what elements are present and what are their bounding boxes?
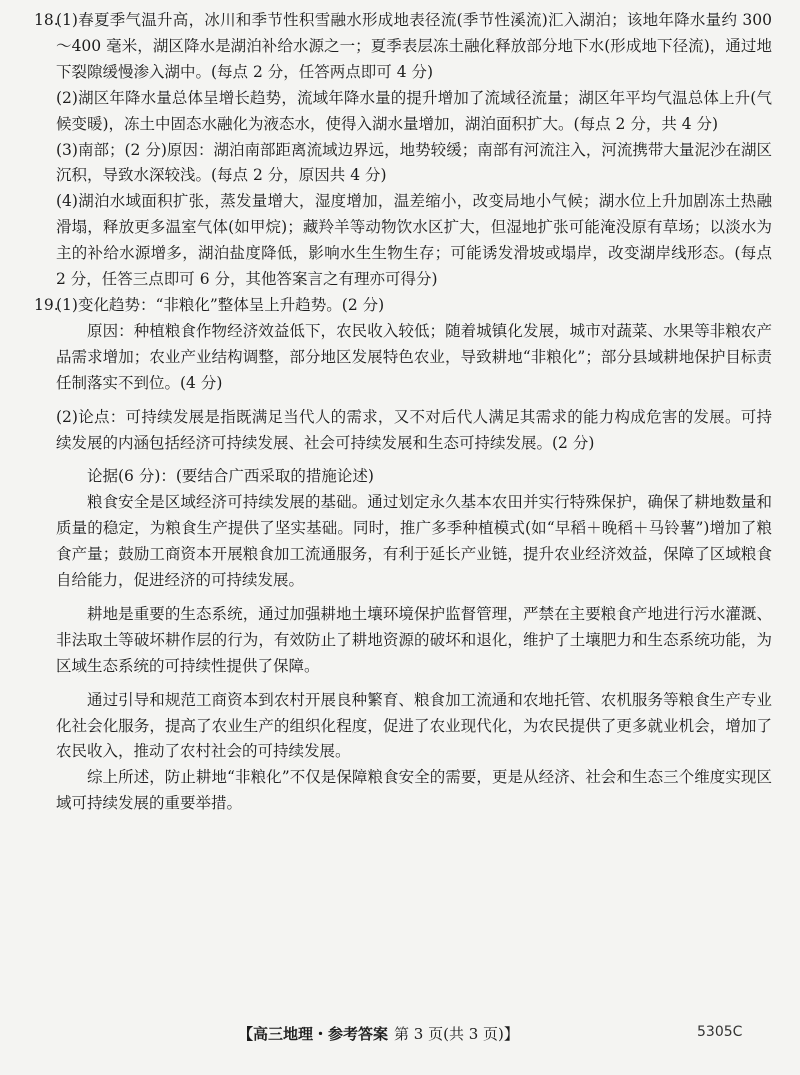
q18-answer-part1: (1)春夏季气温升高，冰川和季节性积雪融水形成地表径流(季节性溪流)汇入湖泊；该地年降水量约 300～400 毫米，湖区降水是湖泊补给水源之一；夏季表层冻土融化释放部分地下水(形成地下径流)，通过地下裂隙缓慢渗入湖中。(每点 2 分，任答两点即可 4 分) xyxy=(56,11,772,81)
question-18 xyxy=(34,8,772,293)
q18-answer-part2: (2)湖区年降水量总体呈增长趋势，流域年降水量的提升增加了流域径流量；湖区年平均气温总体上升(气候变暖)，冻土中固态水融化为液态水，使得入湖水量增加，湖泊面积扩大。(每点 2 分，共 4 分) xyxy=(56,88,772,133)
q19-evidence-social: 通过引导和规范工商资本到农村开展良种繁育、粮食加工流通和农地托管、农机服务等粮食生产专业化社会化服务，提高了农业生产的组织化程度，促进了农业现代化，为农民提供了更多就业机会，增加了农民收入，推动了农村社会的可持续发展。 xyxy=(56,690,772,761)
q19-answer-part1-reasons: 原因：种植粮食作物经济效益低下，农民收入较低；随着城镇化发展，城市对蔬菜、水果等非粮农产品需求增加；农业产业结构调整，部分地区发展特色农业，导致耕地“非粮化”；部分县域耕地保护目标责任制落实不到位。(4 分) xyxy=(56,321,772,392)
footer-label xyxy=(238,1023,519,1044)
question-19 xyxy=(34,293,772,817)
q19-evidence-economic: 粮食安全是区域经济可持续发展的基础。通过划定永久基本农田并实行特殊保护，确保了耕地数量和质量的稳定，为粮食生产提供了坚实基础。同时，推广多季种植模式(如“早稻＋晚稻＋马铃薯”)增加了粮食产量；鼓励工商资本开展粮食加工流通服务，有利于延长产业链，提升农业经济效益，保障了区域粮食自给能力，促进经济的可持续发展。 xyxy=(56,493,772,590)
q19-answer-part1-trend: (1)变化趋势：“非粮化”整体呈上升趋势。(2 分) xyxy=(56,295,385,314)
footer-page-number: 第 3 页(共 3 页)】 xyxy=(394,1025,519,1043)
q19-evidence-heading: 论据(6 分)：(要结合广西采取的措施论述) xyxy=(87,467,374,486)
page-footer xyxy=(0,1023,800,1053)
question-18-number: 18. xyxy=(34,11,59,29)
q19-answer-part2-thesis: (2)论点：可持续发展是指既满足当代人的需求，又不对后代人满足其需求的能力构成危害的发展。可持续发展的内涵包括经济可持续发展、社会可持续发展和生态可持续发展。(2 分) xyxy=(56,407,772,452)
q19-conclusion: 综上所述，防止耕地“非粮化”不仅是保障粮食安全的需要，更是从经济、社会和生态三个维度实现区域可持续发展的重要举措。 xyxy=(56,768,772,813)
question-19-number: 19. xyxy=(34,295,59,314)
answer-content xyxy=(34,8,772,817)
q18-answer-part3: (3)南部；(2 分)原因：湖泊南部距离流域边界远，地势较缓；南部有河流注入，河流携带大量泥沙在湖区沉积，导致水深较浅。(每点 2 分，原因共 4 分) xyxy=(56,140,772,185)
q18-answer-part4: (4)湖泊水域面积扩张，蒸发量增大，湿度增加，温差缩小，改变局地小气候；湖水位上升加剧冻土热融滑塌，释放更多温室气体(如甲烷)；藏羚羊等动物饮水区扩大，但湿地扩张可能淹没原有草场；以淡水为主的补给水源增多，湖泊盐度降低，影响水生生物生存；可能诱发滑坡或塌岸，改变湖岸线形态。(每点 2 分，任答三点即可 6 分，其他答案言之有理亦可得分) xyxy=(56,192,772,289)
footer-title: 【高三地理・参考答案 xyxy=(238,1025,389,1043)
footer-document-code: 5305C xyxy=(697,1024,743,1040)
q19-evidence-ecological: 耕地是重要的生态系统，通过加强耕地土壤环境保护监督管理，严禁在主要粮食产地进行污水灌溉、非法取土等破坏耕作层的行为，有效防止了耕地资源的破坏和退化，维护了土壤肥力和生态系统功能，为区域生态系统的可持续性提供了保障。 xyxy=(56,604,772,675)
